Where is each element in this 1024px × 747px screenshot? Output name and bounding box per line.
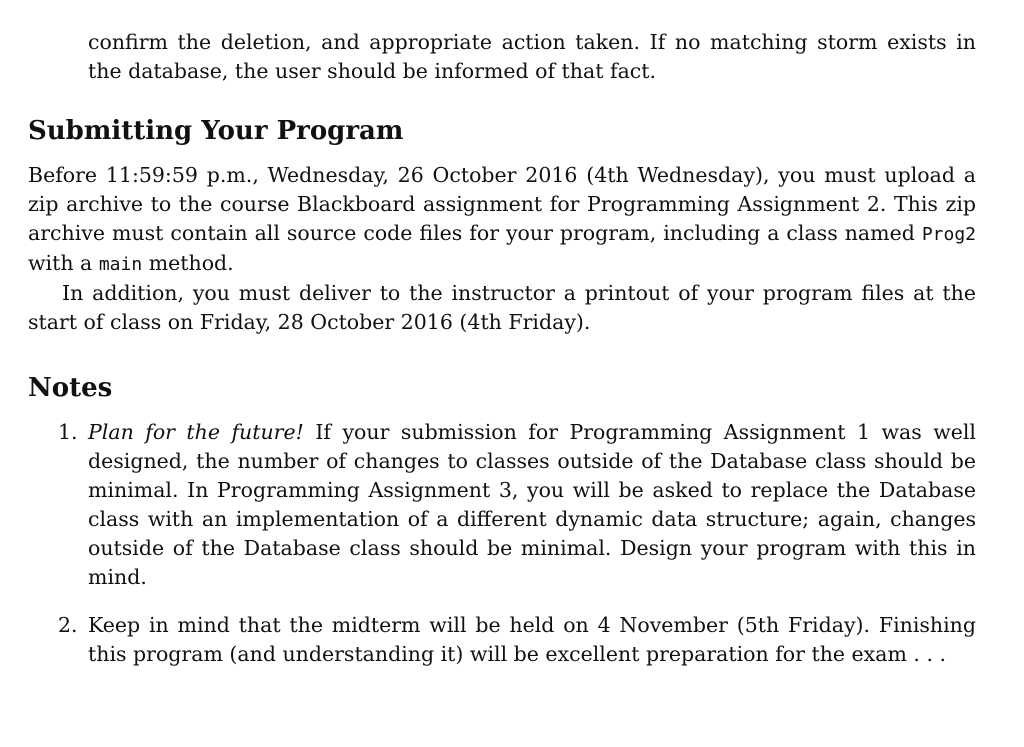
document-page — [28, 28, 976, 688]
intro-paragraph: confirm the deletion, and appropriate action taken. If no matching storm exists in the database, the user should be informed of that fact. — [88, 30, 976, 83]
submitting-text-mid: with a — [28, 251, 99, 275]
method-name-code: main — [98, 254, 143, 275]
note-emphasis: Plan for the future! — [88, 420, 304, 444]
notes-list — [28, 418, 976, 669]
submitting-paragraph-2: In addition, you must deliver to the instructor a printout of your program files at the start of class on Friday, 28 October 2016 (4th Friday). — [28, 281, 976, 334]
submitting-heading: Submitting Your Program — [28, 116, 404, 146]
note-text: Keep in mind that the midterm will be held on 4 November (5th Friday). Finishing this program (and understanding it) will be excellent preparation for the exam . . . — [88, 613, 976, 666]
notes-heading: Notes — [28, 373, 113, 403]
submitting-paragraph-1 — [28, 161, 976, 279]
note-number: 2. — [58, 613, 78, 637]
class-name-code: Prog2 — [921, 224, 976, 245]
submitting-text: Before 11:59:59 p.m., Wednesday, 26 October 2016 (4th Wednesday), you must upload a zip archive to the course Blackboard assignment for Programming Assignment 2. This zip archive must contain all source code files for your program, including a class named — [28, 163, 976, 245]
note-item-2 — [28, 611, 976, 669]
note-item-1 — [28, 418, 976, 592]
submitting-text-end: method. — [142, 251, 234, 275]
note-text: If your submission for Programming Assignment 1 was well designed, the number of changes to classes outside of the Database class should be minimal. In Programming Assignment 3, you will be asked to replace the Database class with an implementation of a different dynamic data structure; again, changes outside of the Database class should be minimal. Design your program with this in mind. — [88, 420, 976, 589]
note-number: 1. — [58, 420, 78, 444]
